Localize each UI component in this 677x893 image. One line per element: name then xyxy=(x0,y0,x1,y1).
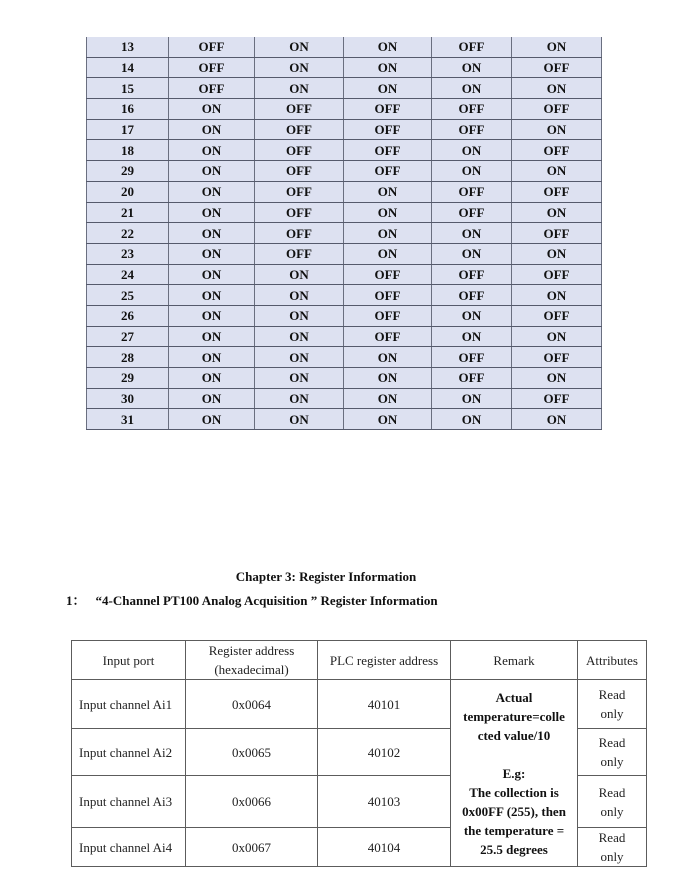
switch-state-cell: ON xyxy=(512,326,602,347)
switch-state-cell: ON xyxy=(344,78,432,99)
address-cell: 21 xyxy=(87,202,169,223)
header-input-port: Input port xyxy=(72,641,186,680)
switch-state-cell: ON xyxy=(255,347,344,368)
switch-state-cell: ON xyxy=(512,37,602,57)
switch-state-cell: ON xyxy=(512,409,602,430)
table-row xyxy=(87,99,602,120)
switch-state-cell: OFF xyxy=(432,347,512,368)
switch-state-cell: ON xyxy=(169,202,255,223)
switch-state-cell: OFF xyxy=(344,161,432,182)
switch-state-cell: ON xyxy=(169,368,255,389)
switch-state-cell: ON xyxy=(255,57,344,78)
switch-state-cell: ON xyxy=(169,99,255,120)
switch-state-cell: OFF xyxy=(169,37,255,57)
switch-state-cell: ON xyxy=(432,161,512,182)
table-row xyxy=(87,305,602,326)
input-port-cell: Input channel Ai4 xyxy=(72,828,186,867)
switch-state-cell: OFF xyxy=(432,285,512,306)
header-register-address-line2: (hexadecimal) xyxy=(214,662,289,677)
switch-state-cell: ON xyxy=(512,243,602,264)
switch-state-cell: ON xyxy=(512,78,602,99)
address-cell: 14 xyxy=(87,57,169,78)
switch-state-cell: ON xyxy=(169,409,255,430)
switch-state-cell: ON xyxy=(512,285,602,306)
address-cell: 31 xyxy=(87,409,169,430)
switch-state-cell: ON xyxy=(432,326,512,347)
remark-cell xyxy=(451,680,578,867)
switch-state-cell: OFF xyxy=(255,181,344,202)
switch-state-cell: OFF xyxy=(255,119,344,140)
plc-address-cell: 40104 xyxy=(318,828,451,867)
remark-line: The collection is xyxy=(469,784,559,800)
switch-state-cell: ON xyxy=(512,119,602,140)
switch-state-cell: ON xyxy=(512,161,602,182)
remark-line: temperature=colle xyxy=(463,708,565,724)
table-row xyxy=(87,140,602,161)
remark-line: Actual xyxy=(495,689,533,705)
switch-state-cell: ON xyxy=(255,409,344,430)
header-attributes: Attributes xyxy=(578,641,647,680)
switch-state-cell: OFF xyxy=(255,140,344,161)
switch-state-cell: ON xyxy=(169,181,255,202)
switch-state-cell: OFF xyxy=(512,140,602,161)
switch-state-cell: ON xyxy=(255,326,344,347)
hex-address-cell: 0x0065 xyxy=(186,729,318,776)
switch-state-cell: ON xyxy=(432,305,512,326)
switch-state-cell: OFF xyxy=(512,57,602,78)
header-plc-register-address: PLC register address xyxy=(318,641,451,680)
table-row xyxy=(87,243,602,264)
input-port-cell: Input channel Ai2 xyxy=(72,729,186,776)
table-row xyxy=(87,119,602,140)
address-cell: 29 xyxy=(87,368,169,389)
switch-state-cell: ON xyxy=(169,305,255,326)
switch-state-cell: OFF xyxy=(344,326,432,347)
address-cell: 17 xyxy=(87,119,169,140)
switch-state-cell: ON xyxy=(255,388,344,409)
switch-state-cell: ON xyxy=(432,388,512,409)
table-row xyxy=(87,368,602,389)
section-title xyxy=(66,590,438,609)
plc-address-cell: 40103 xyxy=(318,776,451,828)
input-port-cell: Input channel Ai3 xyxy=(72,776,186,828)
attributes-line2: only xyxy=(600,754,624,769)
switch-state-cell: OFF xyxy=(432,368,512,389)
section-number: 1： xyxy=(66,593,86,608)
table-row xyxy=(87,388,602,409)
table-row xyxy=(87,264,602,285)
address-cell: 20 xyxy=(87,181,169,202)
switch-state-cell: OFF xyxy=(512,347,602,368)
switch-state-cell: ON xyxy=(169,264,255,285)
switch-state-cell: ON xyxy=(344,57,432,78)
address-cell: 28 xyxy=(87,347,169,368)
table-row xyxy=(87,285,602,306)
attributes-line2: only xyxy=(600,849,624,864)
switch-state-cell: ON xyxy=(344,223,432,244)
switch-state-cell: OFF xyxy=(512,181,602,202)
attributes-line1: Read xyxy=(598,784,626,800)
switch-state-cell: OFF xyxy=(344,285,432,306)
plc-address-cell: 40101 xyxy=(318,680,451,729)
hex-address-cell: 0x0066 xyxy=(186,776,318,828)
switch-state-cell: ON xyxy=(512,202,602,223)
remark-line: 0x00FF (255), then xyxy=(462,803,566,819)
switch-state-cell: OFF xyxy=(432,264,512,285)
switch-state-cell: OFF xyxy=(432,181,512,202)
switch-state-cell: OFF xyxy=(255,243,344,264)
address-cell: 30 xyxy=(87,388,169,409)
switch-state-cell: ON xyxy=(432,78,512,99)
switch-state-cell: ON xyxy=(169,243,255,264)
switch-state-cell: ON xyxy=(512,368,602,389)
hex-address-cell: 0x0064 xyxy=(186,680,318,729)
switch-state-cell: ON xyxy=(169,347,255,368)
attributes-line2: only xyxy=(600,803,624,819)
table-row xyxy=(72,680,647,729)
table-row xyxy=(87,326,602,347)
switch-state-cell: OFF xyxy=(255,202,344,223)
switch-state-cell: ON xyxy=(169,326,255,347)
switch-state-cell: ON xyxy=(432,140,512,161)
switch-state-cell: ON xyxy=(169,223,255,244)
chapter-title: Chapter 3: Register Information xyxy=(235,569,417,584)
switch-state-cell: ON xyxy=(344,347,432,368)
plc-address-cell: 40102 xyxy=(318,729,451,776)
dip-switch-table xyxy=(86,37,602,430)
switch-state-cell: ON xyxy=(169,161,255,182)
switch-state-cell: OFF xyxy=(432,99,512,120)
switch-state-cell: OFF xyxy=(512,305,602,326)
table-row xyxy=(87,202,602,223)
switch-state-cell: ON xyxy=(432,223,512,244)
remark-spacer xyxy=(455,745,573,764)
switch-state-cell: ON xyxy=(255,264,344,285)
header-register-address-line1: Register address xyxy=(208,643,295,658)
switch-state-cell: ON xyxy=(344,202,432,223)
table-row xyxy=(87,78,602,99)
attributes-line1: Read xyxy=(598,735,626,750)
address-cell: 22 xyxy=(87,223,169,244)
remark-line: cted value/10 xyxy=(477,727,551,743)
switch-state-cell: OFF xyxy=(344,305,432,326)
switch-state-cell: OFF xyxy=(169,78,255,99)
section-title-text: “4-Channel PT100 Analog Acquisition ” Register Information xyxy=(95,593,438,608)
switch-state-cell: OFF xyxy=(255,223,344,244)
attributes-line1: Read xyxy=(598,687,626,702)
address-cell: 29 xyxy=(87,161,169,182)
register-table xyxy=(71,640,647,867)
table-row xyxy=(87,223,602,244)
switch-state-cell: ON xyxy=(344,243,432,264)
attributes-cell xyxy=(578,680,647,729)
address-cell: 23 xyxy=(87,243,169,264)
switch-state-cell: ON xyxy=(344,181,432,202)
remark-line: the temperature = xyxy=(463,822,565,838)
switch-state-cell: ON xyxy=(344,37,432,57)
attributes-cell xyxy=(578,729,647,776)
switch-state-cell: ON xyxy=(169,140,255,161)
switch-state-cell: ON xyxy=(255,305,344,326)
switch-state-cell: ON xyxy=(255,368,344,389)
register-table-header xyxy=(72,641,647,680)
switch-state-cell: ON xyxy=(344,388,432,409)
switch-state-cell: ON xyxy=(169,388,255,409)
switch-state-cell: OFF xyxy=(512,264,602,285)
address-cell: 25 xyxy=(87,285,169,306)
switch-state-cell: ON xyxy=(255,37,344,57)
address-cell: 26 xyxy=(87,305,169,326)
attributes-line1: Read xyxy=(598,830,626,845)
address-cell: 16 xyxy=(87,99,169,120)
table-row xyxy=(87,181,602,202)
address-cell: 24 xyxy=(87,264,169,285)
switch-state-cell: OFF xyxy=(169,57,255,78)
table-row xyxy=(87,409,602,430)
switch-state-cell: ON xyxy=(344,409,432,430)
switch-state-cell: ON xyxy=(255,285,344,306)
dip-switch-table-body xyxy=(87,37,602,430)
switch-state-cell: OFF xyxy=(432,119,512,140)
switch-state-cell: ON xyxy=(432,243,512,264)
header-register-address xyxy=(186,641,318,680)
address-cell: 18 xyxy=(87,140,169,161)
remark-line: E.g: xyxy=(502,765,526,781)
table-row xyxy=(87,57,602,78)
switch-state-cell: ON xyxy=(169,119,255,140)
switch-state-cell: ON xyxy=(432,409,512,430)
switch-state-cell: OFF xyxy=(255,161,344,182)
switch-state-cell: OFF xyxy=(512,388,602,409)
table-row xyxy=(87,161,602,182)
attributes-cell xyxy=(578,828,647,867)
remark-line: 25.5 degrees xyxy=(480,841,548,857)
switch-state-cell: OFF xyxy=(344,264,432,285)
switch-state-cell: OFF xyxy=(512,99,602,120)
input-port-cell: Input channel Ai1 xyxy=(72,680,186,729)
switch-state-cell: OFF xyxy=(432,202,512,223)
switch-state-cell: OFF xyxy=(432,37,512,57)
table-row xyxy=(87,347,602,368)
switch-state-cell: ON xyxy=(344,368,432,389)
switch-state-cell: OFF xyxy=(344,119,432,140)
address-cell: 13 xyxy=(87,37,169,57)
switch-state-cell: OFF xyxy=(512,223,602,244)
address-cell: 15 xyxy=(87,78,169,99)
address-cell: 27 xyxy=(87,326,169,347)
hex-address-cell: 0x0067 xyxy=(186,828,318,867)
switch-state-cell: ON xyxy=(255,78,344,99)
switch-state-cell: ON xyxy=(169,285,255,306)
switch-state-cell: OFF xyxy=(344,99,432,120)
attributes-cell xyxy=(578,776,647,828)
switch-state-cell: ON xyxy=(432,57,512,78)
table-row xyxy=(87,37,602,57)
attributes-line2: only xyxy=(600,706,624,721)
switch-state-cell: OFF xyxy=(255,99,344,120)
switch-state-cell: OFF xyxy=(344,140,432,161)
header-remark: Remark xyxy=(451,641,578,680)
